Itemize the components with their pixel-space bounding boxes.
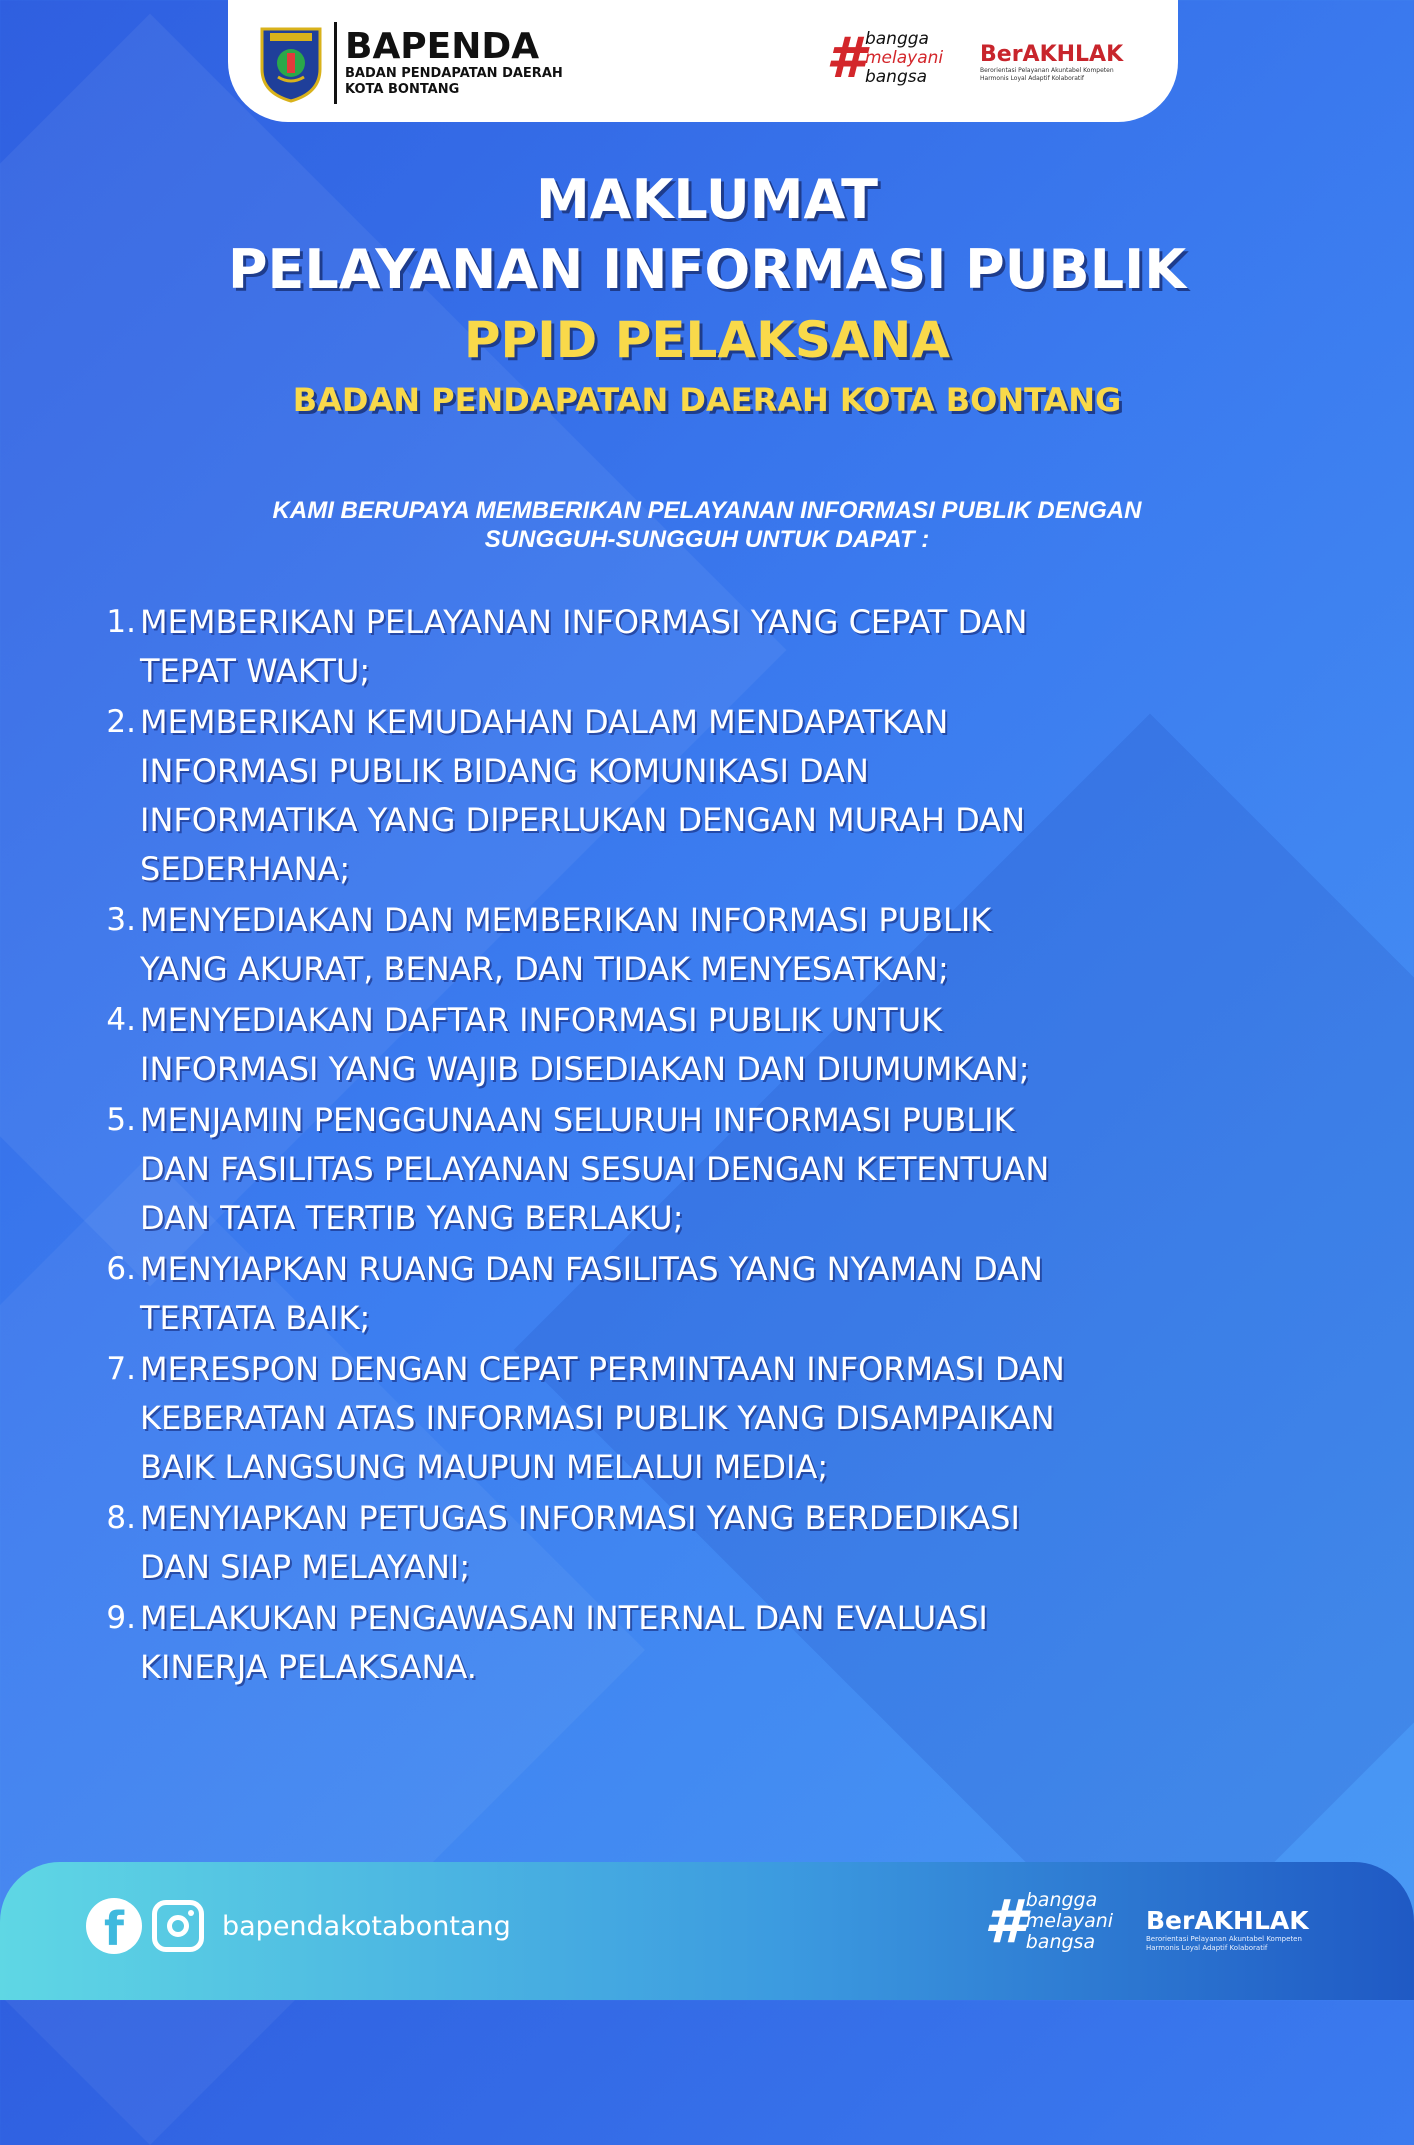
list-item-text <box>136 1594 988 1692</box>
list-item-line: KINERJA PELAKSANA. <box>140 1648 477 1686</box>
list-item <box>96 996 1356 1094</box>
list-item-text <box>136 698 1025 894</box>
list-item-line: MENYIAPKAN PETUGAS INFORMASI YANG BERDEDIKASI <box>140 1499 1020 1537</box>
list-item-number: 3. <box>106 902 136 938</box>
title-block <box>0 165 1414 425</box>
list-item-line: MENJAMIN PENGGUNAAN SELURUH INFORMASI PUBLIK <box>140 1101 1015 1139</box>
list-item-line: KEBERATAN ATAS INFORMASI PUBLIK YANG DISAMPAIKAN <box>140 1399 1055 1437</box>
social-links <box>86 1898 511 1954</box>
list-item-line: BAIK LANGSUNG MAUPUN MELALUI MEDIA; <box>140 1448 829 1486</box>
list-item-line: INFORMATIKA YANG DIPERLUKAN DENGAN MURAH DAN <box>140 801 1026 839</box>
berakhlak-logo <box>1146 1906 1309 1953</box>
facebook-letter: f <box>104 1902 125 1956</box>
list-item-line: INFORMASI PUBLIK BIDANG KOMUNIKASI DAN <box>140 752 869 790</box>
hash-icon: # <box>984 1886 1026 1957</box>
berakhlak-tagline: Berorientasi Pelayanan Akuntabel Kompeten <box>1146 1935 1302 1943</box>
list-item-line: YANG AKURAT, BENAR, DAN TIDAK MENYESATKAN; <box>140 950 949 988</box>
social-handle[interactable]: bapendakotabontang <box>222 1910 511 1942</box>
logo-word: melayani <box>864 48 944 68</box>
list-item <box>96 1345 1356 1492</box>
list-item-line: MELAKUKAN PENGAWASAN INTERNAL DAN EVALUASI <box>140 1599 988 1637</box>
list-item <box>96 1245 1356 1343</box>
logo-divider <box>334 22 337 104</box>
list-item-number: 6. <box>106 1251 136 1287</box>
intro-text <box>0 496 1414 554</box>
header-bar <box>228 0 1178 122</box>
list-item-line: MENYIAPKAN RUANG DAN FASILITAS YANG NYAMAN DAN <box>140 1250 1043 1288</box>
hash-icon: # <box>826 25 865 91</box>
list-item-text <box>136 1494 1020 1592</box>
list-item-text <box>136 1096 1049 1243</box>
list-item-number: 1. <box>106 604 136 640</box>
list-item-number: 4. <box>106 1002 136 1038</box>
bangga-melayani-bangsa-logo <box>984 1886 1114 1957</box>
list-item-line: TERTATA BAIK; <box>140 1299 371 1337</box>
list-item-line: MENYEDIAKAN DAFTAR INFORMASI PUBLIK UNTUK <box>140 1001 943 1039</box>
list-item-line: SEDERHANA; <box>140 850 351 888</box>
list-item-line: TEPAT WAKTU; <box>140 652 371 690</box>
berakhlak-name: BerAKHLAK <box>1146 1906 1309 1935</box>
logo-word: bangsa <box>864 67 928 87</box>
list-item-line: MENYEDIAKAN DAN MEMBERIKAN INFORMASI PUBLIK <box>140 901 992 939</box>
list-item-number: 5. <box>106 1102 136 1138</box>
logo-word: bangsa <box>1025 1931 1096 1953</box>
list-item-text <box>136 996 1030 1094</box>
bangga-melayani-bangsa-logo <box>826 25 944 91</box>
list-item-line: DAN SIAP MELAYANI; <box>140 1548 471 1586</box>
berakhlak-name: BerAKHLAK <box>980 42 1124 67</box>
title-pelayanan: PELAYANAN INFORMASI PUBLIK <box>227 238 1187 301</box>
berakhlak-tagline: Harmonis Loyal Adaptif Kolaboratif <box>980 75 1085 82</box>
logo-word: bangga <box>1025 1889 1098 1911</box>
logo-word: melayani <box>1025 1910 1114 1932</box>
instagram-icon[interactable] <box>152 1900 204 1952</box>
list-item <box>96 1096 1356 1243</box>
intro-line: SUNGGUH-SUNGGUH UNTUK DAPAT : <box>484 526 930 553</box>
berakhlak-tagline: Harmonis Loyal Adaptif Kolaboratif <box>1146 1944 1268 1952</box>
list-item-number: 2. <box>106 704 136 740</box>
list-item <box>96 698 1356 894</box>
list-item-text <box>136 896 991 994</box>
title-maklumat: MAKLUMAT <box>536 168 878 231</box>
title-ppid: PPID PELAKSANA <box>463 311 951 369</box>
bapenda-logo <box>258 22 563 104</box>
list-item-line: INFORMASI YANG WAJIB DISEDIAKAN DAN DIUMUMKAN; <box>140 1050 1030 1088</box>
logo-word: bangga <box>864 29 929 49</box>
list-item <box>96 896 1356 994</box>
list-item <box>96 598 1356 696</box>
list-item-line: MERESPON DENGAN CEPAT PERMINTAAN INFORMASI DAN <box>140 1350 1065 1388</box>
org-subtitle: KOTA BONTANG <box>345 82 460 97</box>
list-item-number: 7. <box>106 1351 136 1387</box>
list-item-number: 8. <box>106 1500 136 1536</box>
list-item-line: DAN FASILITAS PELAYANAN SESUAI DENGAN KETENTUAN <box>140 1150 1050 1188</box>
list-item-text <box>136 1345 1065 1492</box>
list-item <box>96 1594 1356 1692</box>
berakhlak-logo <box>980 42 1123 83</box>
commitment-list <box>96 598 1356 1694</box>
intro-line: KAMI BERUPAYA MEMBERIKAN PELAYANAN INFORMASI PUBLIK DENGAN <box>272 497 1142 524</box>
org-name: BAPENDA <box>345 26 540 67</box>
list-item-text <box>136 1245 1043 1343</box>
title-agency: BADAN PENDAPATAN DAERAH KOTA BONTANG <box>292 381 1122 419</box>
list-item <box>96 1494 1356 1592</box>
city-emblem-icon <box>258 23 324 103</box>
list-item-line: DAN TATA TERTIB YANG BERLAKU; <box>140 1199 684 1237</box>
org-subtitle: BADAN PENDAPATAN DAERAH <box>345 66 563 81</box>
footer-bar <box>0 1862 1414 2000</box>
list-item-number: 9. <box>106 1600 136 1636</box>
berakhlak-tagline: Berorientasi Pelayanan Akuntabel Kompeten <box>980 67 1114 74</box>
list-item-text <box>136 598 1027 696</box>
list-item-line: MEMBERIKAN KEMUDAHAN DALAM MENDAPATKAN <box>140 703 949 741</box>
list-item-line: MEMBERIKAN PELAYANAN INFORMASI YANG CEPAT DAN <box>140 603 1028 641</box>
facebook-icon[interactable] <box>86 1898 142 1954</box>
